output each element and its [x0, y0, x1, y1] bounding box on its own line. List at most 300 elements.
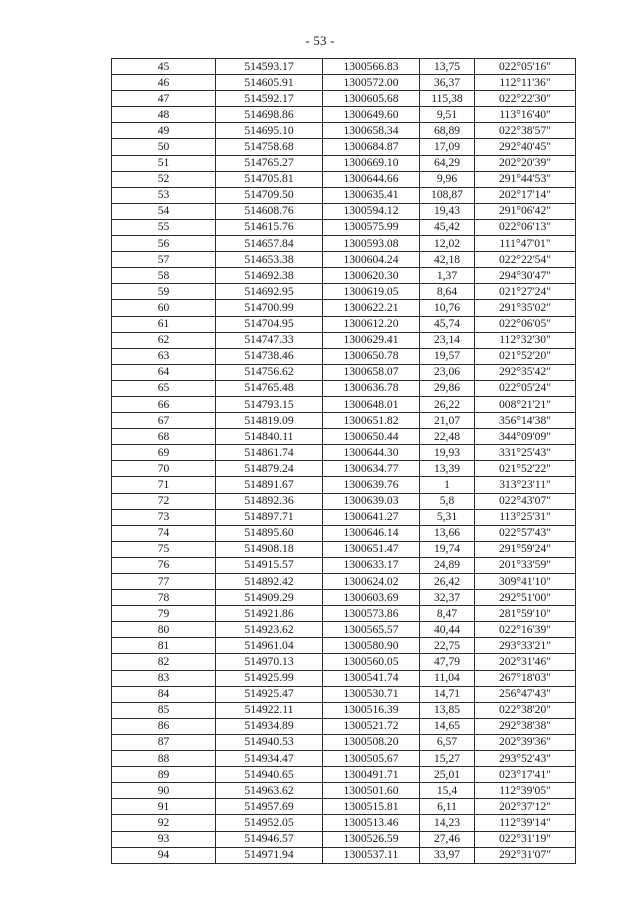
distance-cell: 8,47 [420, 606, 475, 622]
distance-cell: 9,96 [420, 171, 475, 187]
distance-cell: 22,75 [420, 638, 475, 654]
x-coordinate-cell: 514840.11 [216, 429, 323, 445]
distance-cell: 21,07 [420, 413, 475, 429]
distance-cell: 15,27 [420, 751, 475, 767]
table-row [112, 139, 576, 155]
distance-cell: 108,87 [420, 187, 475, 203]
table-row [112, 638, 576, 654]
table-row [112, 477, 576, 493]
x-coordinate-cell: 514700.99 [216, 300, 323, 316]
y-coordinate-cell: 1300635.41 [323, 187, 420, 203]
distance-cell: 42,18 [420, 252, 475, 268]
point-number-cell: 67 [112, 413, 216, 429]
direction-angle-cell: 292°31'07" [475, 847, 576, 863]
direction-angle-cell: 022°31'19" [475, 831, 576, 847]
x-coordinate-cell: 514695.10 [216, 123, 323, 139]
distance-cell: 19,57 [420, 348, 475, 364]
direction-angle-cell: 291°59'24" [475, 541, 576, 557]
x-coordinate-cell: 514709.50 [216, 187, 323, 203]
x-coordinate-cell: 514908.18 [216, 541, 323, 557]
point-number-cell: 56 [112, 236, 216, 252]
direction-angle-cell: 112°11'36" [475, 75, 576, 91]
x-coordinate-cell: 514653.38 [216, 252, 323, 268]
distance-cell: 11,04 [420, 670, 475, 686]
direction-angle-cell: 022°43'07" [475, 493, 576, 509]
table-row [112, 59, 576, 75]
y-coordinate-cell: 1300629.41 [323, 332, 420, 348]
point-number-cell: 86 [112, 718, 216, 734]
table-row [112, 187, 576, 203]
direction-angle-cell: 112°39'14" [475, 815, 576, 831]
x-coordinate-cell: 514892.36 [216, 493, 323, 509]
direction-angle-cell: 022°05'24" [475, 380, 576, 396]
x-coordinate-cell: 514704.95 [216, 316, 323, 332]
point-number-cell: 89 [112, 767, 216, 783]
direction-angle-cell: 022°38'20" [475, 702, 576, 718]
x-coordinate-cell: 514897.71 [216, 509, 323, 525]
point-number-cell: 54 [112, 203, 216, 219]
table-row [112, 364, 576, 380]
distance-cell: 33,97 [420, 847, 475, 863]
point-number-cell: 69 [112, 445, 216, 461]
point-number-cell: 53 [112, 187, 216, 203]
distance-cell: 32,37 [420, 590, 475, 606]
distance-cell: 26,22 [420, 396, 475, 412]
x-coordinate-cell: 514957.69 [216, 799, 323, 815]
point-number-cell: 45 [112, 59, 216, 75]
distance-cell: 47,79 [420, 654, 475, 670]
point-number-cell: 55 [112, 219, 216, 235]
table-row [112, 686, 576, 702]
y-coordinate-cell: 1300633.17 [323, 557, 420, 573]
x-coordinate-cell: 514615.76 [216, 219, 323, 235]
direction-angle-cell: 202°31'46" [475, 654, 576, 670]
table-row [112, 171, 576, 187]
direction-angle-cell: 294°30'47" [475, 268, 576, 284]
direction-angle-cell: 292°38'38" [475, 718, 576, 734]
point-number-cell: 63 [112, 348, 216, 364]
y-coordinate-cell: 1300651.82 [323, 413, 420, 429]
table-row [112, 654, 576, 670]
direction-angle-cell: 021°52'20" [475, 348, 576, 364]
distance-cell: 5,8 [420, 493, 475, 509]
direction-angle-cell: 202°39'36" [475, 734, 576, 750]
y-coordinate-cell: 1300573.86 [323, 606, 420, 622]
distance-cell: 68,89 [420, 123, 475, 139]
distance-cell: 64,29 [420, 155, 475, 171]
x-coordinate-cell: 514940.65 [216, 767, 323, 783]
table-row [112, 107, 576, 123]
table-row [112, 574, 576, 590]
page-number: - 53 - [305, 33, 335, 48]
y-coordinate-cell: 1300636.78 [323, 380, 420, 396]
direction-angle-cell: 281°59'10" [475, 606, 576, 622]
direction-angle-cell: 112°32'30" [475, 332, 576, 348]
distance-cell: 10,76 [420, 300, 475, 316]
x-coordinate-cell: 514756.62 [216, 364, 323, 380]
direction-angle-cell: 291°44'53" [475, 171, 576, 187]
y-coordinate-cell: 1300530.71 [323, 686, 420, 702]
direction-angle-cell: 112°39'05" [475, 783, 576, 799]
distance-cell: 14,71 [420, 686, 475, 702]
y-coordinate-cell: 1300572.00 [323, 75, 420, 91]
table-row [112, 252, 576, 268]
distance-cell: 6,57 [420, 734, 475, 750]
point-number-cell: 93 [112, 831, 216, 847]
direction-angle-cell: 022°57'43" [475, 525, 576, 541]
x-coordinate-cell: 514934.47 [216, 751, 323, 767]
table-row [112, 557, 576, 573]
y-coordinate-cell: 1300644.66 [323, 171, 420, 187]
x-coordinate-cell: 514747.33 [216, 332, 323, 348]
point-number-cell: 61 [112, 316, 216, 332]
distance-cell: 9,51 [420, 107, 475, 123]
table-row [112, 606, 576, 622]
x-coordinate-cell: 514923.62 [216, 622, 323, 638]
y-coordinate-cell: 1300566.83 [323, 59, 420, 75]
table-row [112, 702, 576, 718]
x-coordinate-cell: 514963.62 [216, 783, 323, 799]
table-row [112, 75, 576, 91]
point-number-cell: 77 [112, 574, 216, 590]
table-row [112, 300, 576, 316]
x-coordinate-cell: 514940.53 [216, 734, 323, 750]
direction-angle-cell: 292°51'00" [475, 590, 576, 606]
direction-angle-cell: 113°25'31" [475, 509, 576, 525]
distance-cell: 45,74 [420, 316, 475, 332]
point-number-cell: 83 [112, 670, 216, 686]
table-row [112, 332, 576, 348]
y-coordinate-cell: 1300624.02 [323, 574, 420, 590]
x-coordinate-cell: 514961.04 [216, 638, 323, 654]
table-row [112, 123, 576, 139]
y-coordinate-cell: 1300634.77 [323, 461, 420, 477]
point-number-cell: 82 [112, 654, 216, 670]
x-coordinate-cell: 514925.99 [216, 670, 323, 686]
x-coordinate-cell: 514819.09 [216, 413, 323, 429]
distance-cell: 19,43 [420, 203, 475, 219]
distance-cell: 13,85 [420, 702, 475, 718]
distance-cell: 19,74 [420, 541, 475, 557]
x-coordinate-cell: 514793.15 [216, 396, 323, 412]
direction-angle-cell: 022°06'13" [475, 219, 576, 235]
y-coordinate-cell: 1300575.99 [323, 219, 420, 235]
y-coordinate-cell: 1300501.60 [323, 783, 420, 799]
y-coordinate-cell: 1300505.67 [323, 751, 420, 767]
table-row [112, 767, 576, 783]
point-number-cell: 58 [112, 268, 216, 284]
table-row [112, 91, 576, 107]
point-number-cell: 51 [112, 155, 216, 171]
y-coordinate-cell: 1300560.05 [323, 654, 420, 670]
table-row [112, 718, 576, 734]
direction-angle-cell: 021°27'24" [475, 284, 576, 300]
direction-angle-cell: 356°14'38" [475, 413, 576, 429]
point-number-cell: 50 [112, 139, 216, 155]
x-coordinate-cell: 514915.57 [216, 557, 323, 573]
x-coordinate-cell: 514758.68 [216, 139, 323, 155]
table-row [112, 493, 576, 509]
y-coordinate-cell: 1300650.44 [323, 429, 420, 445]
point-number-cell: 74 [112, 525, 216, 541]
point-number-cell: 73 [112, 509, 216, 525]
distance-cell: 14,65 [420, 718, 475, 734]
x-coordinate-cell: 514892.42 [216, 574, 323, 590]
table-row [112, 670, 576, 686]
x-coordinate-cell: 514692.38 [216, 268, 323, 284]
distance-cell: 8,64 [420, 284, 475, 300]
point-number-cell: 66 [112, 396, 216, 412]
table-row [112, 783, 576, 799]
direction-angle-cell: 023°17'41" [475, 767, 576, 783]
distance-cell: 13,75 [420, 59, 475, 75]
y-coordinate-cell: 1300508.20 [323, 734, 420, 750]
y-coordinate-cell: 1300594.12 [323, 203, 420, 219]
point-number-cell: 65 [112, 380, 216, 396]
x-coordinate-cell: 514692.95 [216, 284, 323, 300]
direction-angle-cell: 291°35'02" [475, 300, 576, 316]
table-row [112, 847, 576, 863]
x-coordinate-cell: 514593.17 [216, 59, 323, 75]
table-row [112, 831, 576, 847]
distance-cell: 1,37 [420, 268, 475, 284]
x-coordinate-cell: 514891.67 [216, 477, 323, 493]
y-coordinate-cell: 1300537.11 [323, 847, 420, 863]
direction-angle-cell: 202°37'12" [475, 799, 576, 815]
table-row [112, 799, 576, 815]
y-coordinate-cell: 1300515.81 [323, 799, 420, 815]
direction-angle-cell: 309°41'10" [475, 574, 576, 590]
point-number-cell: 70 [112, 461, 216, 477]
point-number-cell: 52 [112, 171, 216, 187]
direction-angle-cell: 291°06'42" [475, 203, 576, 219]
x-coordinate-cell: 514921.86 [216, 606, 323, 622]
x-coordinate-cell: 514765.27 [216, 155, 323, 171]
distance-cell: 23,14 [420, 332, 475, 348]
table-row [112, 461, 576, 477]
y-coordinate-cell: 1300646.14 [323, 525, 420, 541]
table-row [112, 541, 576, 557]
distance-cell: 19,93 [420, 445, 475, 461]
y-coordinate-cell: 1300593.08 [323, 236, 420, 252]
point-number-cell: 46 [112, 75, 216, 91]
x-coordinate-cell: 514765.48 [216, 380, 323, 396]
direction-angle-cell: 256°47'43" [475, 686, 576, 702]
direction-angle-cell: 344°09'09" [475, 429, 576, 445]
x-coordinate-cell: 514705.81 [216, 171, 323, 187]
point-number-cell: 48 [112, 107, 216, 123]
y-coordinate-cell: 1300541.74 [323, 670, 420, 686]
y-coordinate-cell: 1300580.90 [323, 638, 420, 654]
x-coordinate-cell: 514952.05 [216, 815, 323, 831]
distance-cell: 6,11 [420, 799, 475, 815]
table-row [112, 284, 576, 300]
table-row [112, 219, 576, 235]
table-row [112, 348, 576, 364]
y-coordinate-cell: 1300649.60 [323, 107, 420, 123]
direction-angle-cell: 021°52'22" [475, 461, 576, 477]
direction-angle-cell: 022°22'30" [475, 91, 576, 107]
direction-angle-cell: 293°52'43" [475, 751, 576, 767]
distance-cell: 12,02 [420, 236, 475, 252]
direction-angle-cell: 313°23'11" [475, 477, 576, 493]
direction-angle-cell: 292°35'42" [475, 364, 576, 380]
direction-angle-cell: 022°05'16" [475, 59, 576, 75]
point-number-cell: 79 [112, 606, 216, 622]
distance-cell: 25,01 [420, 767, 475, 783]
direction-angle-cell: 201°33'59" [475, 557, 576, 573]
distance-cell: 29,86 [420, 380, 475, 396]
point-number-cell: 88 [112, 751, 216, 767]
y-coordinate-cell: 1300612.20 [323, 316, 420, 332]
point-number-cell: 94 [112, 847, 216, 863]
y-coordinate-cell: 1300521.72 [323, 718, 420, 734]
table-row [112, 429, 576, 445]
table-row [112, 380, 576, 396]
table-row [112, 155, 576, 171]
y-coordinate-cell: 1300516.39 [323, 702, 420, 718]
x-coordinate-cell: 514895.60 [216, 525, 323, 541]
table-row [112, 203, 576, 219]
direction-angle-cell: 008°21'21" [475, 396, 576, 412]
distance-cell: 14,23 [420, 815, 475, 831]
y-coordinate-cell: 1300622.21 [323, 300, 420, 316]
x-coordinate-cell: 514922.11 [216, 702, 323, 718]
y-coordinate-cell: 1300641.27 [323, 509, 420, 525]
direction-angle-cell: 022°38'57" [475, 123, 576, 139]
x-coordinate-cell: 514861.74 [216, 445, 323, 461]
distance-cell: 45,42 [420, 219, 475, 235]
x-coordinate-cell: 514946.57 [216, 831, 323, 847]
x-coordinate-cell: 514608.76 [216, 203, 323, 219]
coordinates-table-body [112, 59, 576, 864]
table-row [112, 316, 576, 332]
point-number-cell: 75 [112, 541, 216, 557]
table-row [112, 413, 576, 429]
distance-cell: 1 [420, 477, 475, 493]
point-number-cell: 91 [112, 799, 216, 815]
point-number-cell: 68 [112, 429, 216, 445]
point-number-cell: 72 [112, 493, 216, 509]
direction-angle-cell: 022°22'54" [475, 252, 576, 268]
distance-cell: 5,31 [420, 509, 475, 525]
point-number-cell: 76 [112, 557, 216, 573]
y-coordinate-cell: 1300604.24 [323, 252, 420, 268]
point-number-cell: 87 [112, 734, 216, 750]
x-coordinate-cell: 514698.86 [216, 107, 323, 123]
y-coordinate-cell: 1300684.87 [323, 139, 420, 155]
point-number-cell: 57 [112, 252, 216, 268]
y-coordinate-cell: 1300648.01 [323, 396, 420, 412]
x-coordinate-cell: 514934.89 [216, 718, 323, 734]
x-coordinate-cell: 514605.91 [216, 75, 323, 91]
x-coordinate-cell: 514909.29 [216, 590, 323, 606]
y-coordinate-cell: 1300650.78 [323, 348, 420, 364]
point-number-cell: 47 [112, 91, 216, 107]
point-number-cell: 84 [112, 686, 216, 702]
y-coordinate-cell: 1300658.07 [323, 364, 420, 380]
direction-angle-cell: 202°17'14" [475, 187, 576, 203]
direction-angle-cell: 267°18'03" [475, 670, 576, 686]
x-coordinate-cell: 514971.94 [216, 847, 323, 863]
y-coordinate-cell: 1300619.05 [323, 284, 420, 300]
table-row [112, 268, 576, 284]
distance-cell: 40,44 [420, 622, 475, 638]
direction-angle-cell: 202°20'39" [475, 155, 576, 171]
point-number-cell: 92 [112, 815, 216, 831]
y-coordinate-cell: 1300565.57 [323, 622, 420, 638]
distance-cell: 24,89 [420, 557, 475, 573]
table-row [112, 236, 576, 252]
direction-angle-cell: 113°16'40" [475, 107, 576, 123]
table-row [112, 751, 576, 767]
table-row [112, 525, 576, 541]
point-number-cell: 81 [112, 638, 216, 654]
point-number-cell: 90 [112, 783, 216, 799]
distance-cell: 36,37 [420, 75, 475, 91]
direction-angle-cell: 331°25'43" [475, 445, 576, 461]
point-number-cell: 78 [112, 590, 216, 606]
point-number-cell: 80 [112, 622, 216, 638]
table-row [112, 815, 576, 831]
point-number-cell: 64 [112, 364, 216, 380]
point-number-cell: 60 [112, 300, 216, 316]
distance-cell: 23,06 [420, 364, 475, 380]
y-coordinate-cell: 1300620.30 [323, 268, 420, 284]
x-coordinate-cell: 514879.24 [216, 461, 323, 477]
y-coordinate-cell: 1300658.34 [323, 123, 420, 139]
y-coordinate-cell: 1300644.30 [323, 445, 420, 461]
coordinates-table [111, 58, 576, 864]
table-row [112, 734, 576, 750]
x-coordinate-cell: 514970.13 [216, 654, 323, 670]
point-number-cell: 85 [112, 702, 216, 718]
x-coordinate-cell: 514657.84 [216, 236, 323, 252]
y-coordinate-cell: 1300605.68 [323, 91, 420, 107]
table-row [112, 590, 576, 606]
point-number-cell: 71 [112, 477, 216, 493]
direction-angle-cell: 292°40'45" [475, 139, 576, 155]
table-row [112, 509, 576, 525]
x-coordinate-cell: 514738.46 [216, 348, 323, 364]
distance-cell: 15,4 [420, 783, 475, 799]
y-coordinate-cell: 1300513.46 [323, 815, 420, 831]
y-coordinate-cell: 1300639.03 [323, 493, 420, 509]
point-number-cell: 62 [112, 332, 216, 348]
x-coordinate-cell: 514592.17 [216, 91, 323, 107]
table-row [112, 396, 576, 412]
table-row [112, 445, 576, 461]
point-number-cell: 49 [112, 123, 216, 139]
distance-cell: 115,38 [420, 91, 475, 107]
distance-cell: 26,42 [420, 574, 475, 590]
distance-cell: 13,39 [420, 461, 475, 477]
table-row [112, 622, 576, 638]
y-coordinate-cell: 1300491.71 [323, 767, 420, 783]
y-coordinate-cell: 1300526.59 [323, 831, 420, 847]
y-coordinate-cell: 1300603.69 [323, 590, 420, 606]
direction-angle-cell: 111°47'01" [475, 236, 576, 252]
direction-angle-cell: 022°16'39" [475, 622, 576, 638]
direction-angle-cell: 022°06'05" [475, 316, 576, 332]
y-coordinate-cell: 1300639.76 [323, 477, 420, 493]
point-number-cell: 59 [112, 284, 216, 300]
y-coordinate-cell: 1300651.47 [323, 541, 420, 557]
direction-angle-cell: 293°33'21" [475, 638, 576, 654]
y-coordinate-cell: 1300669.10 [323, 155, 420, 171]
distance-cell: 27,46 [420, 831, 475, 847]
x-coordinate-cell: 514925.47 [216, 686, 323, 702]
